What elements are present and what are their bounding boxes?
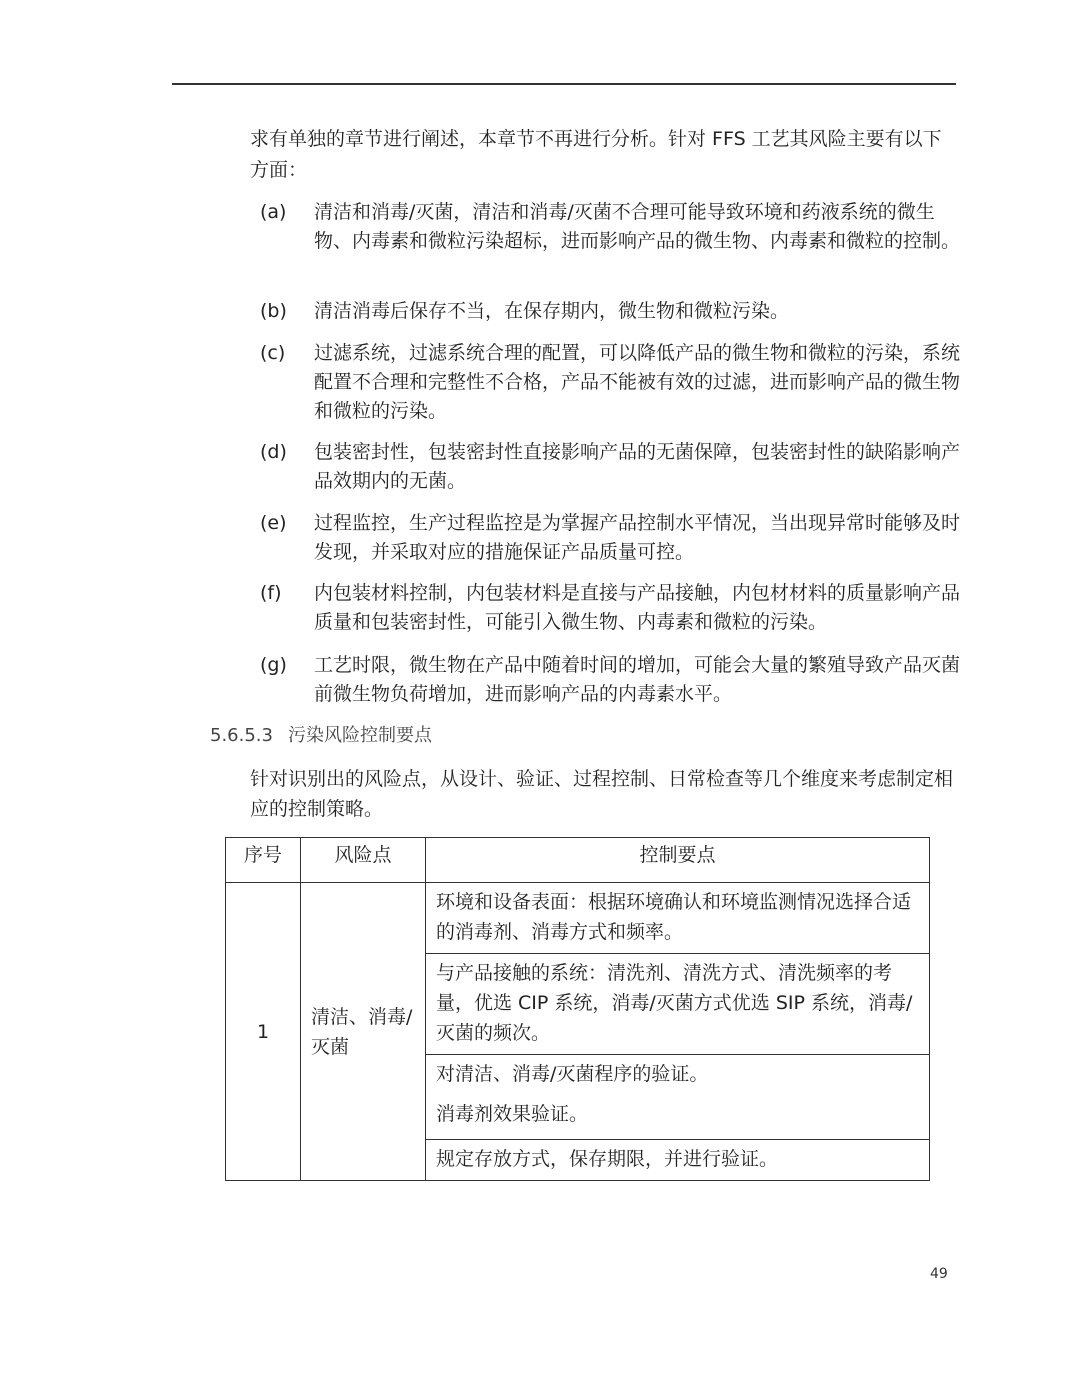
header-rule [172, 83, 956, 85]
list-item-text: 包装密封性，包装密封性直接影响产品的无菌保障，包装密封性的缺陷影响产品效期内的无菌。 [314, 441, 961, 492]
header-control: 控制要点 [426, 838, 930, 883]
control-point-cell [426, 1055, 930, 1140]
control-point-cell [426, 883, 930, 954]
list-item-text: 内包装材料控制，内包装材料是直接与产品接触，内包材材料的质量影响产品质量和包装密封性，可能引入微生物、内毒素和微粒的污染。 [314, 582, 961, 633]
control-point-cell [426, 1140, 930, 1181]
list-item-text: 清洁消毒后保存不当，在保存期内，微生物和微粒污染。 [314, 300, 790, 322]
control-point-text: 对清洁、消毒/灭菌程序的验证。 [436, 1063, 709, 1085]
section-title: 污染风险控制要点 [288, 725, 432, 746]
page-number: 49 [930, 1266, 948, 1282]
table-row [226, 883, 930, 954]
control-point-cell [426, 954, 930, 1055]
strategy-paragraph: 针对识别出的风险点，从设计、验证、过程控制、日常检查等几个维度来考虑制定相应的控制策略。 [250, 768, 954, 820]
list-marker: (b) [260, 300, 287, 322]
list-marker: (a) [260, 201, 287, 223]
intro-paragraph: 求有单独的章节进行阐述，本章节不再进行分析。针对 FFS 工艺其风险主要有以下方面： [250, 128, 942, 181]
table-header-row [226, 838, 930, 883]
list-marker: (d) [260, 441, 287, 463]
list-item-text: 过程监控，生产过程监控是为掌握产品控制水平情况，当出现异常时能够及时发现，并采取对应的措施保证产品质量可控。 [314, 512, 961, 563]
control-points-table [225, 837, 930, 1181]
list-marker: (e) [260, 512, 287, 534]
control-point-text: 环境和设备表面：根据环境确认和环境监测情况选择合适的消毒剂、消毒方式和频率。 [436, 891, 912, 943]
list-item-text: 工艺时限，微生物在产品中随着时间的增加，可能会大量的繁殖导致产品灭菌前微生物负荷增加，进而影响产品的内毒素水平。 [314, 654, 961, 705]
list-marker: (g) [260, 654, 287, 676]
control-point-text: 消毒剂效果验证。 [436, 1103, 589, 1125]
list-item-text: 过滤系统，过滤系统合理的配置，可以降低产品的微生物和微粒的污染，系统配置不合理和完整性不合格，产品不能被有效的过滤，进而影响产品的微生物和微粒的污染。 [314, 342, 961, 422]
section-heading [210, 722, 432, 750]
header-risk: 风险点 [301, 838, 426, 883]
row-seq-cell: 1 [226, 883, 301, 1181]
control-point-text: 与产品接触的系统：清洗剂、清洗方式、清洗频率的考量，优选 CIP 系统，消毒/灭菌方式优选 SIP 系统，消毒/灭菌的频次。 [436, 962, 913, 1044]
list-marker: (f) [260, 582, 282, 604]
list-item-text: 清洁和消毒/灭菌，清洁和消毒/灭菌不合理可能导致环境和药液系统的微生物、内毒素和微粒污染超标，进而影响产品的微生物、内毒素和微粒的控制。 [314, 201, 961, 252]
row-risk-cell: 清洁、消毒/灭菌 [301, 883, 426, 1181]
header-seq: 序号 [226, 838, 301, 883]
control-point-text: 规定存放方式，保存期限，并进行验证。 [436, 1148, 779, 1170]
section-number: 5.6.5.3 [210, 725, 273, 746]
list-marker: (c) [260, 342, 286, 364]
